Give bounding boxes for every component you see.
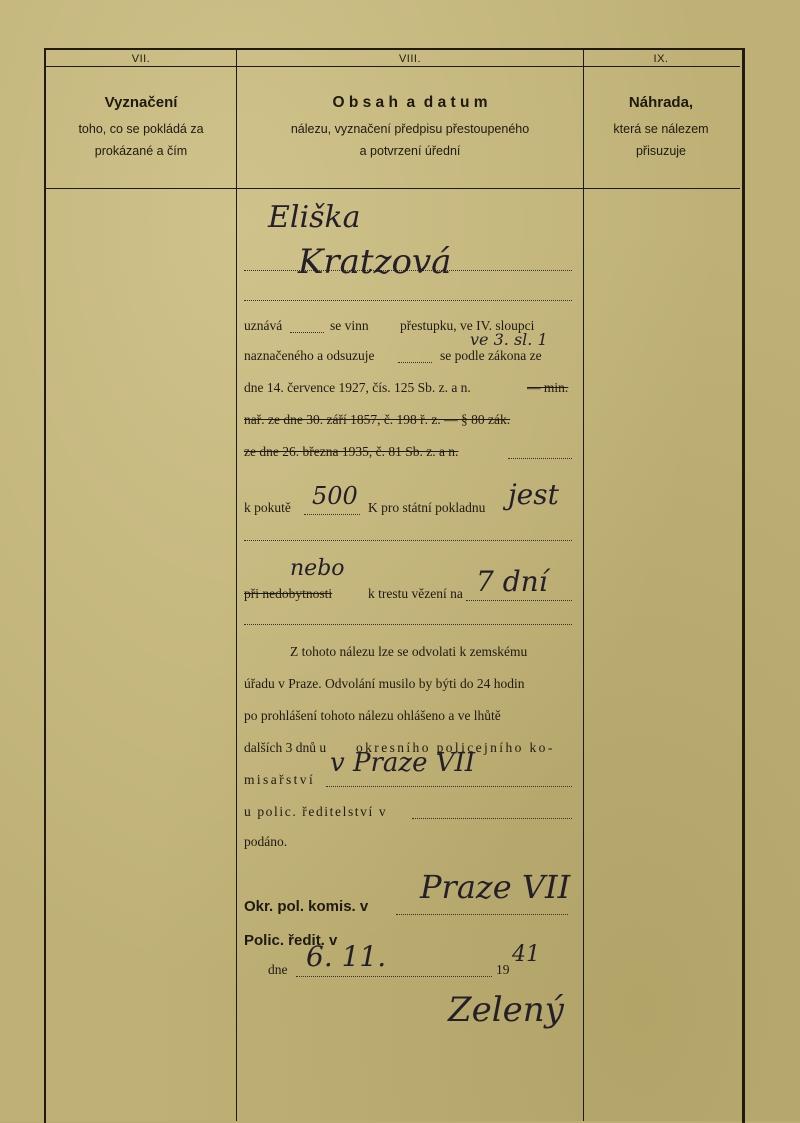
text-pri-nedobytnosti: při nedobytnosti <box>244 586 333 601</box>
column-vii-subtitle-line1: toho, co se pokládá za <box>78 122 204 136</box>
text-k-pokute: k pokutě <box>244 500 291 515</box>
dotted-fill-odsuzuje <box>398 362 432 363</box>
text-appeal-line6: u polic. ředitelství v <box>244 804 388 819</box>
text-appeal-line4b: okresního policejního ko- <box>356 740 555 755</box>
text-appeal-line2: úřadu v Praze. Odvolání musilo by býti do 24 hodin <box>244 676 525 691</box>
handwritten-last-name: Kratzová <box>298 242 452 282</box>
text-k-trestu: k trestu vězení na <box>368 586 463 601</box>
text-law-line3-struck: ze dne 26. března 1935, č. 81 Sb. z. a n. <box>244 444 459 459</box>
dotted-fill-commissariat <box>326 786 572 787</box>
handwritten-date-day: 6. 11. <box>306 940 387 973</box>
text-appeal-line3: po prohlášení tohoto nálezu ohlášeno a ve lhůtě <box>244 708 501 723</box>
text-se-podle: se podle zákona ze <box>440 348 542 363</box>
text-appeal-line5: misařství <box>244 772 316 787</box>
text-okr-pol-komis: Okr. pol. komis. v <box>244 898 369 915</box>
text-dne: dne <box>268 962 288 977</box>
column-viii-subtitle-line1: nálezu, vyznačení předpisu přestoupeného <box>290 122 530 136</box>
column-vii-subtitle-line2: prokázané a čím <box>94 144 188 158</box>
dotted-fill-directorate <box>412 818 572 819</box>
dotted-fill-office <box>396 914 568 915</box>
header-row-divider <box>44 188 740 189</box>
handwritten-commissariat: v Praze VII <box>330 748 476 778</box>
text-law-line2-struck: nař. ze dne 30. září 1857, č. 198 ř. z. — § 80 zák. <box>244 412 511 427</box>
column-ix-subtitle-line1: která se nálezem <box>613 122 709 136</box>
text-appeal-line4a: dalších 3 dnů u <box>244 740 327 755</box>
text-k-pro-statni: K pro státní pokladnu <box>368 500 486 515</box>
text-naznaceneho: naznačeného a odsuzuje <box>244 348 375 363</box>
text-year-prefix: 19 <box>496 962 510 977</box>
dotted-line-prison2 <box>244 624 572 625</box>
column-viii-subtitle-line2: a potvrzení úřední <box>359 144 461 158</box>
column-vii-numeral: VII. <box>131 53 151 65</box>
column-vii-title: Vyznačení <box>104 94 178 111</box>
column-viii-title: O b s a h a d a t u m <box>332 94 488 111</box>
handwritten-column-ref: ve 3. sl. 1 <box>470 330 548 349</box>
text-prestupku: přestupku, ve IV. sloupci <box>400 318 535 333</box>
handwritten-signature: Zelený <box>448 990 564 1030</box>
handwritten-prison-days: 7 dní <box>476 565 548 598</box>
text-appeal-line1: Z tohoto nálezu lze se odvolati k zemskému <box>290 644 528 659</box>
column-divider-right <box>583 48 584 1121</box>
text-podano: podáno. <box>244 834 288 849</box>
column-ix-numeral: IX. <box>653 53 669 65</box>
dotted-fill-prison <box>466 600 572 601</box>
dotted-line-name2 <box>244 300 572 301</box>
numeral-row-divider <box>44 66 740 67</box>
dotted-fill-law <box>508 458 572 459</box>
text-se-vinnym: se vinn <box>330 318 369 333</box>
text-uznava: uznává <box>244 318 283 333</box>
handwritten-alternative: nebo <box>290 556 345 581</box>
dotted-fill-fine <box>304 514 360 515</box>
handwritten-first-name: Eliška <box>268 200 361 235</box>
text-polic-redit: Polic. ředit. v <box>244 932 338 949</box>
dotted-fill-uznava <box>290 332 324 333</box>
text-law-line1-struck: — min. <box>527 380 569 395</box>
dotted-fill-date <box>296 976 492 977</box>
column-ix-title: Náhrada, <box>628 94 694 111</box>
handwritten-fine-amount: 500 <box>312 482 358 510</box>
handwritten-fine-note: jest <box>508 478 559 511</box>
column-viii-numeral: VIII. <box>398 53 422 65</box>
handwritten-office-place: Praze VII <box>420 868 571 906</box>
handwritten-year-suffix: 41 <box>512 942 540 967</box>
dotted-line-fine2 <box>244 540 572 541</box>
column-ix-subtitle-line2: přisuzuje <box>635 144 687 158</box>
text-law-line1: dne 14. července 1927, čís. 125 Sb. z. a n. <box>244 380 471 395</box>
column-divider-left <box>236 48 237 1121</box>
